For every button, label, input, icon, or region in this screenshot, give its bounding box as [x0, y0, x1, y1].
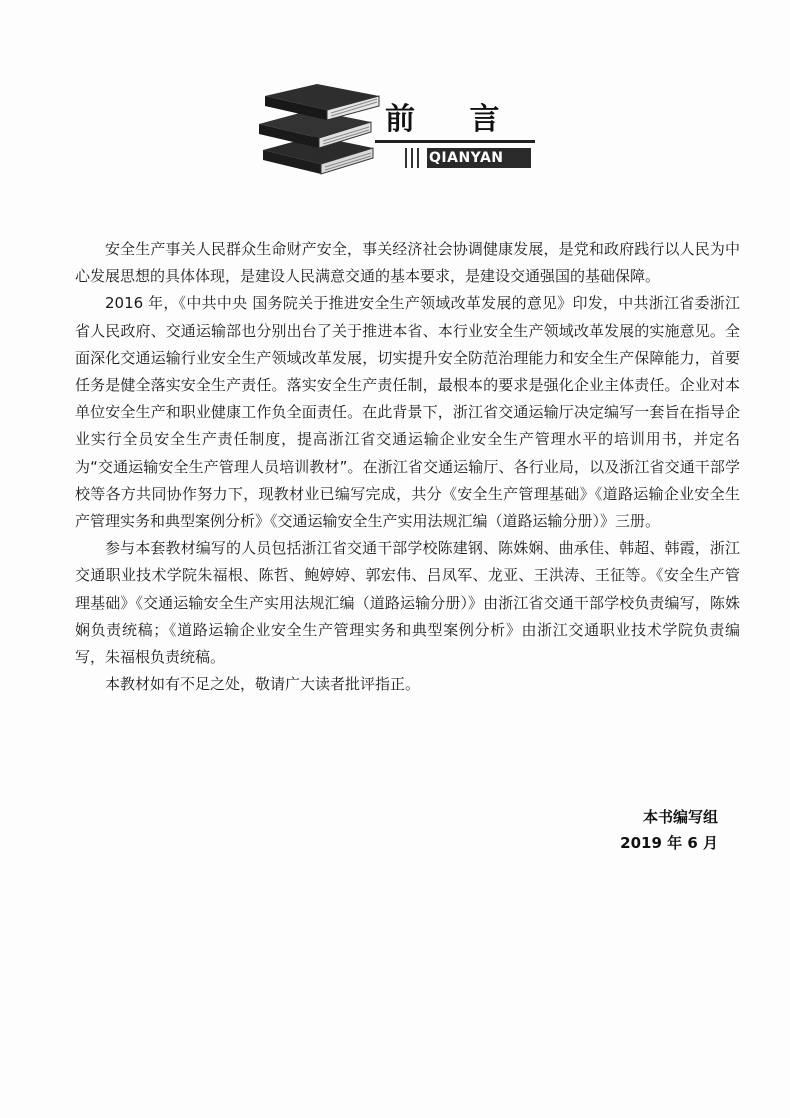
page-subtitle: QIANYAN	[429, 150, 504, 166]
paragraph: 2016 年，《中共中央 国务院关于推进安全生产领域改革发展的意见》印发，中共浙江省委浙江省人民政府、交通运输部也分别出台了关于推进本省、本行业安全生产领域改革发展的实施意见。全面深化交通运输行业安全生产领域改革发展，切实提升安全防范治理能力和安全生产保障能力，首要任务是健全落实安全生产责任。落实安全生产责任制，最根本的要求是强化企业主体责任。企业对本单位安全生产和职业健康工作负全面责任。在此背景下，浙江省交通运输厅决定编写一套旨在指导企业实行全员安全生产责任制度，提高浙江省交通运输企业安全生产管理水平的培训用书，并定名为“交通运输安全生产管理人员培训教材”。在浙江省交通运输厅、各行业局，以及浙江省交通干部学校等各方共同协作努力下，现教材业已编写完成，共分《安全生产管理基础》《道路运输企业安全生产管理实务和典型案例分析》《交通运输安全生产实用法规汇编（道路运输分册）》三册。	[75, 294, 740, 531]
paragraph: 参与本套教材编写的人员包括浙江省交通干部学校陈建钢、陈姝娴、曲承佳、韩超、韩霞，浙江交通职业技术学院朱福根、陈哲、鲍婷婷、郭宏伟、吕凤军、龙亚、王洪涛、王征等。《安全生产管理基础》《交通运输安全生产实用法规汇编（道路运输分册）》由浙江省交通干部学校负责编写，陈姝娴负责统稿；《道路运输企业安全生产管理实务和典型案例分析》由浙江交通职业技术学院负责编写，朱福根负责统稿。	[75, 539, 740, 667]
author-group: 本书编写组	[642, 808, 718, 826]
publish-date: 2019 年 6 月	[620, 834, 718, 852]
preface-heading	[255, 78, 545, 178]
paragraph: 本教材如有不足之处，敬请广大读者批评指正。	[105, 675, 421, 694]
signature-block	[620, 804, 718, 856]
book-stack-icon	[255, 78, 385, 178]
preface-body	[75, 236, 740, 698]
paragraph: 安全生产事关人民群众生命财产安全，事关经济社会协调健康发展，是党和政府践行以人民为中心发展思想的具体体现，是建设人民满意交通的基本要求，是建设交通强国的基础保障。	[75, 240, 740, 286]
page-title: 前 言	[385, 102, 522, 137]
title-underline	[375, 140, 535, 143]
decorative-ticks	[403, 148, 425, 168]
subtitle-bar	[427, 148, 531, 168]
